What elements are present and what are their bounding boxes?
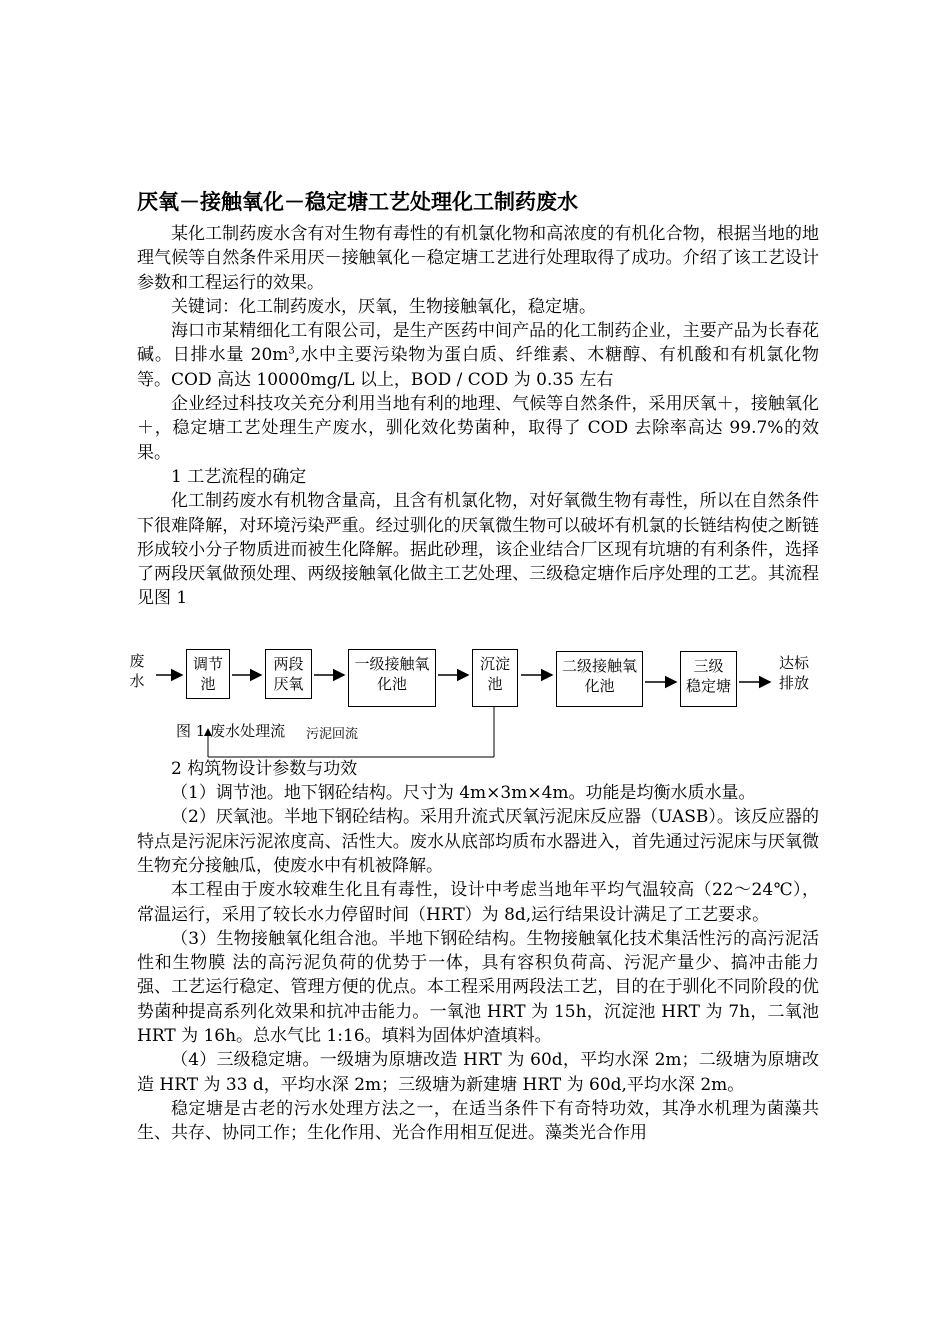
sludge-return-label: 污泥回流 (306, 727, 359, 742)
anaerobic-tank-paragraph: （2）厌氧池。半地下钢砼结构。采用升流式厌氧污泥床反应器（UASB）。该反应器的特点是污泥床污泥浓度高、活性大。废水从底部均质布水器进入，首先通过污泥床与厌氧微生物充分接触瓜，使废水中有机被降解。 (137, 807, 819, 876)
section1-heading: 1 工艺流程的确定 (171, 466, 307, 487)
regulating-tank-box: 调节 池 (186, 649, 230, 699)
pond-mechanism-paragraph: 稳定塘是古老的污水处理方法之一，在适当条件下有奇特功效，其净水机理为菌藻共生、共存、协同工作；生化作用、光合作用相互促进。藻类光合作用 (137, 1098, 819, 1144)
intro-text-a: 海口市某精细化工有限公司，是生产医药中间产品的化工制药企业，主要产品为长春花碱。日排水量 20m (137, 321, 819, 366)
process-flow-diagram (120, 645, 820, 765)
abstract-paragraph: 某化工制药废水含有对生物有毒性的有机氯化物和高浓度的有机化合物，根据当地的地理气候等自然条件采用厌－接触氧化－稳定塘工艺进行处理取得了成功。介绍了该工艺设计参数和工程运行的效果。 (137, 224, 819, 293)
figure-caption: 图 1 废水处理流 (176, 722, 286, 740)
intro-text-b: ,水中主要污染物为蛋白质、纤维素、木糖醇、有机酸和有机氯化物等。COD 高达 10000mg/L 以上，BOD / COD 为 0.35 左右 (137, 345, 819, 390)
stabilization-pond-paragraph: （4）三级稳定塘。一级塘为原塘改造 HRT 为 60d，平均水深 2m；二级塘为原塘改造 HRT 为 33 d，平均水深 2m；三级塘为新建塘 HRT 为 60d,平均水深 2m。 (137, 1050, 819, 1095)
first-contact-oxidation-box: 一级接触氧 化池 (348, 649, 436, 707)
second-contact-oxidation-box: 二级接触氧 化池 (556, 651, 643, 707)
contact-oxidation-paragraph: （3）生物接触氧化组合池。半地下钢砼结构。生物接触氧化技术集活性污的高污泥活性和生物膜 法的高污泥负荷的优势于一体，具有容积负荷高、污泥产量少、搞冲击能力强、工艺运行稳定、管理方便的优点。本工程采用两段法工艺，目的在于驯化不同阶段的优势菌种提高系列化效果和抗冲击能力。一氧池 HRT 为 15h，沉淀池 HRT 为 7h，二氧池 HRT 为 16h。总水气比 1:16。填料为固体炉渣填料。 (137, 928, 819, 1047)
two-stage-anaerobic-box: 两段 厌氧 (265, 649, 312, 699)
settling-tank-box: 沉淀 池 (472, 649, 518, 707)
cubic-superscript: 3 (288, 345, 295, 357)
regulating-tank-paragraph: （1）调节池。地下钢砼结构。尺寸为 4m×3m×4m。功能是均衡水质水量。 (171, 783, 756, 804)
section2-heading: 2 构筑物设计参数与功效 (171, 758, 358, 779)
design-note-paragraph: 本工程由于废水较难生化且有毒性，设计中考虑当地年平均气温较高（22～24℃），常温运行，采用了较长水力停留时间（HRT）为 8d,运行结果设计满足了工艺要求。 (137, 880, 819, 925)
keywords-paragraph: 关键词：化工制药废水，厌氧，生物接触氧化，稳定塘。 (171, 296, 596, 317)
flow-input-label: 废 水 (129, 652, 145, 690)
flow-output-label: 达标 排放 (778, 654, 809, 692)
intro-paragraph (137, 319, 819, 392)
approach-paragraph: 企业经过科技攻关充分利用当地有利的地理、气候等自然条件，采用厌氧＋，接触氧化＋，稳定塘工艺处理生产废水，驯化效化势菌种，取得了 COD 去除率高达 99.7%的效果。 (137, 394, 819, 463)
document-title: 厌氧－接触氧化－稳定塘工艺处理化工制药废水 (137, 190, 578, 214)
process-paragraph: 化工制药废水有机物含量高，且含有机氯化物，对好氧微生物有毒性，所以在自然条件下很难降解，对环境污染严重。经过驯化的厌氧微生物可以破坏有机氯的长链结构使之断链形成较小分子物质进而被生化降解。据此砂理，该企业结合厂区现有坑塘的有利条件，选择了两段厌氧做预处理、两级接触氧化做主工艺处理、三级稳定塘作后序处理的工艺。其流程见图 1 (137, 491, 819, 609)
three-stage-pond-box: 三级 稳定塘 (680, 651, 737, 707)
